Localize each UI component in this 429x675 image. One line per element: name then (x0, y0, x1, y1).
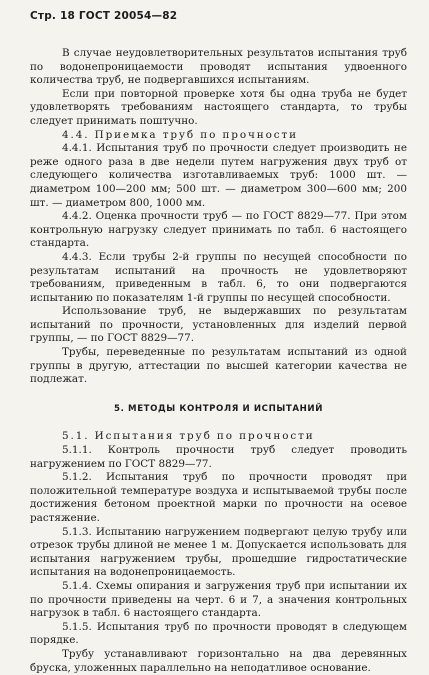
page-body (30, 47, 407, 675)
paragraph: 5.1.4. Схемы опирания и загружения труб при испытании их по прочности приведены на черт. 6 и 7, а значения контрольных нагрузок в табл. 6 настоящего стандарта. (30, 579, 407, 620)
paragraph: В случае неудовлетворительных результатов испытания труб по водонепроницаемости проводят испытания удвоенного количества труб, не подвергавшихся испытаниям. (30, 47, 407, 87)
subsection-heading: 5.1. Испытания труб по прочности (62, 430, 315, 443)
paragraph: 4.4.1. Испытания труб по прочности следует производить не реже одного раза в две недели путем нагружения двух труб от следующего количества изготавливаемых труб: 1000 шт. — диаметром 100—200 мм; 500 шт. — диаметром 300—600 мм; 200 шт. — диаметром 800, 1000 мм. (30, 142, 407, 209)
paragraph: 4.4.2. Оценка прочности труб — по ГОСТ 8829—77. При этом контрольную нагрузку следует принимать по табл. 6 настоящего стандарта. (30, 210, 407, 250)
paragraph: Использование труб, не выдержавших по результатам испытаний по прочности, установленных для изделий первой группы, — по ГОСТ 8829—77. (30, 305, 407, 345)
paragraph: Если при повторной проверке хотя бы одна труба не будет удовлетворять требованиям настоящего стандарта, то трубы следует принимать поштучно. (30, 87, 407, 127)
paragraph: 4.4.3. Если трубы 2-й группы по несущей способности по результатам испытаний на прочность не удовлетворяют требованиям, приведенным в табл. 6, то они подвергаются испытанию по показателям 1-й группы по несущей способности. (30, 250, 407, 304)
section-title: 5. МЕТОДЫ КОНТРОЛЯ И ИСПЫТАНИЙ (114, 403, 323, 414)
paragraph: 5.1.3. Испытанию нагружением подвергают целую трубу или отрезок трубы длиной не менее 1 м. Допускается использовать для испытания нагружением трубы, прошедшие гидростатические испытания на водонепроницаемость. (30, 525, 407, 579)
page-header: Стр. 18 ГОСТ 20054—82 (30, 10, 178, 22)
paragraph: Трубу устанавливают горизонтально на два деревянных бруска, уложенных параллельно на неподатливое основание. (30, 647, 407, 674)
paragraph: 5.1.2. Испытания труб по прочности проводят при положительной температуре воздуха и испытываемой трубы после достижения бетоном проектной марки по прочности на осевое растяжение. (30, 471, 407, 524)
paragraph: Трубы, переведенные по результатам испытаний из одной группы в другую, аттестации по высшей категории качества не подлежат. (30, 346, 407, 386)
paragraph: 5.1.1. Контроль прочности труб следует проводить нагружением по ГОСТ 8829—77. (30, 444, 407, 470)
subsection-heading: 4.4. Приемка труб по прочности (62, 128, 298, 141)
paragraph: 5.1.5. Испытания труб по прочности проводят в следующем порядке. (30, 620, 407, 647)
